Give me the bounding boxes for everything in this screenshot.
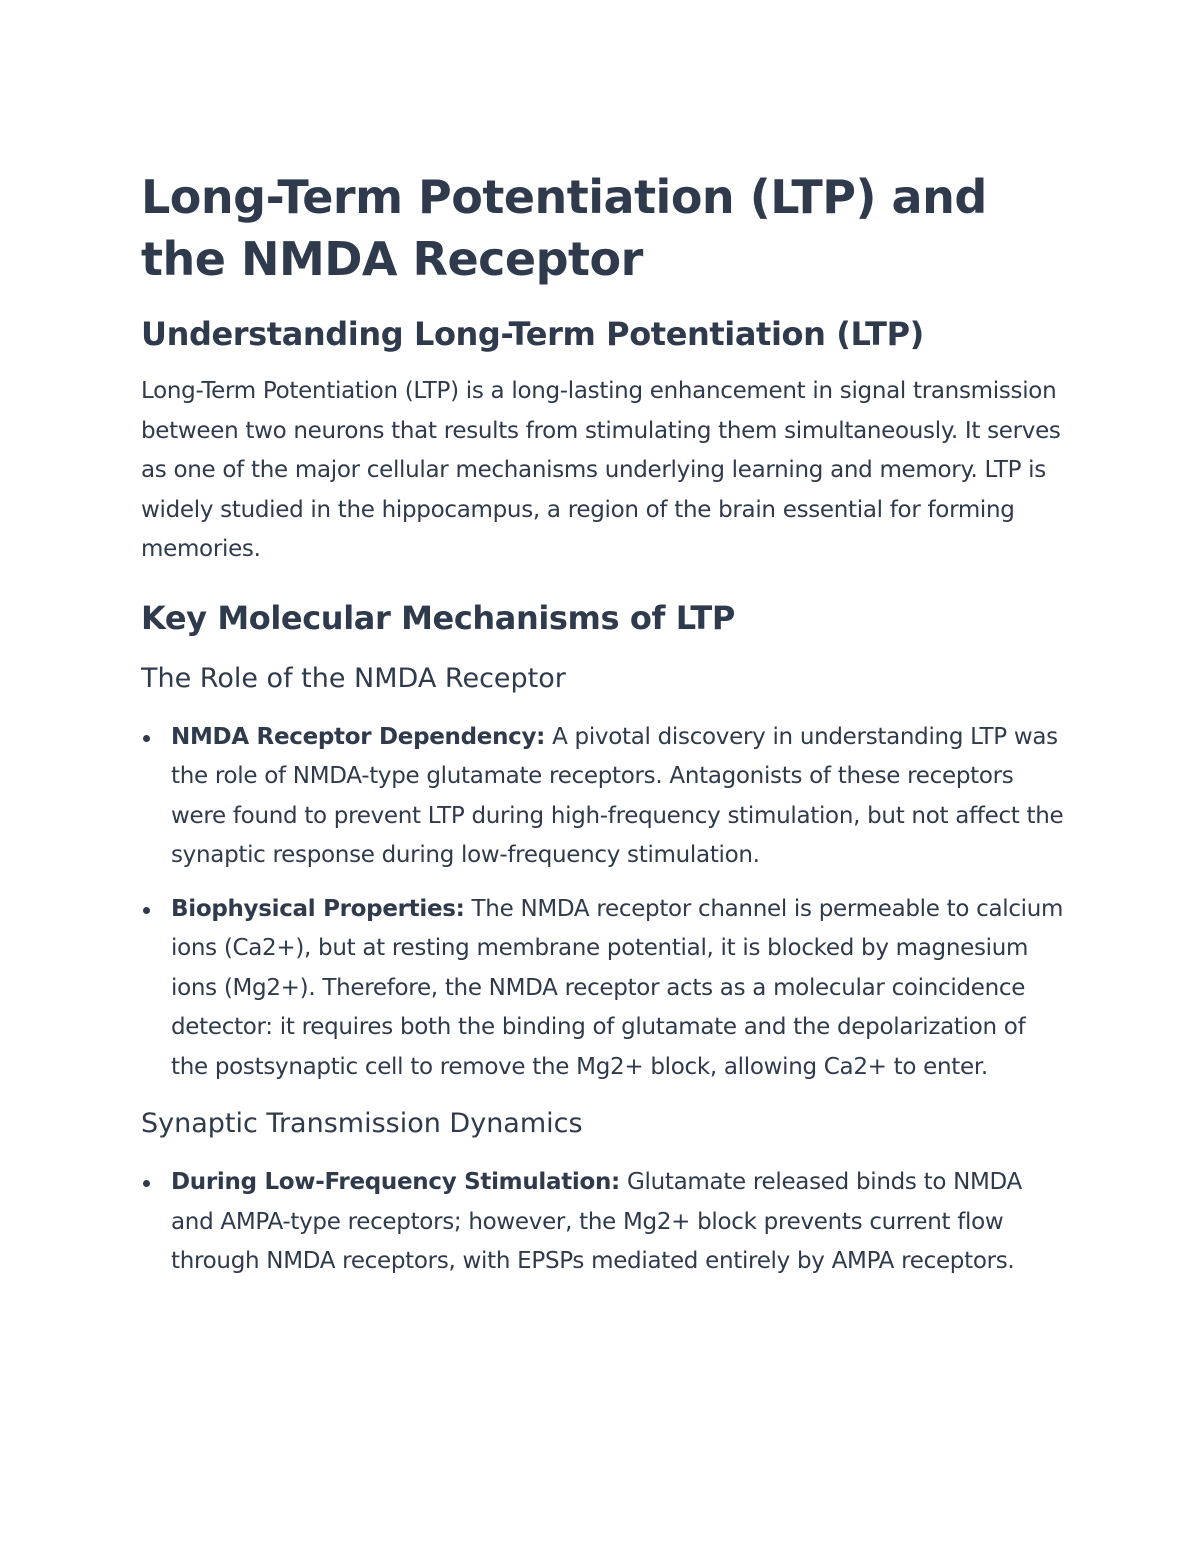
list-item-text: Glutamate released binds to NMDA and AMPA-type receptors; however, the Mg2+ block prevents current flow through NMDA receptors, with EPSPs mediated entirely by AMPA receptors. [171,1169,1022,1274]
list-item [141,718,1066,876]
nmda-role-list [141,718,1066,1088]
bullet-icon [143,735,150,742]
document-page [141,166,1066,1282]
list-item-label: Biophysical Properties: [171,895,465,922]
intro-paragraph: Long-Term Potentiation (LTP) is a long-lasting enhancement in signal transmission between two neurons that results from stimulating them simultaneously. It serves as one of the major cellular mechanisms underlying learning and memory. LTP is widely studied in the hippocampus, a region of the brain essential for forming memories. [141,378,1061,562]
list-item [141,1163,1066,1282]
subheading-synaptic-dynamics: Synaptic Transmission Dynamics [141,1108,583,1139]
section-heading-key-mechanisms: Key Molecular Mechanisms of LTP [141,598,735,637]
subheading-nmda-role: The Role of the NMDA Receptor [141,662,566,694]
list-item-text: The NMDA receptor channel is permeable to calcium ions (Ca2+), but at resting membrane potential, it is blocked by magnesium ions (Mg2+). Therefore, the NMDA receptor acts as a molecular coincidence detector: it requires both the binding of glutamate and the depolarization of the postsynaptic cell to remove the Mg2+ block, allowing Ca2+ to enter. [171,895,1064,1080]
list-item-label: NMDA Receptor Dependency: [171,723,546,750]
bullet-icon [143,1180,150,1187]
list-item-label: During Low-Frequency Stimulation: [171,1169,620,1195]
section-heading-understanding-ltp: Understanding Long-Term Potentiation (LTP) [141,315,924,353]
list-item [141,890,1066,1088]
document-title: Long-Term Potentiation (LTP) and the NMDA Receptor [141,170,987,286]
bullet-icon [143,907,150,914]
list-item-text: A pivotal discovery in understanding LTP was the role of NMDA-type glutamate receptors. Antagonists of these receptors were found to prevent LTP during high-frequency stimulation, but not affect the synaptic response during low-frequency stimulation. [171,723,1064,868]
synaptic-dynamics-list [141,1163,1066,1282]
